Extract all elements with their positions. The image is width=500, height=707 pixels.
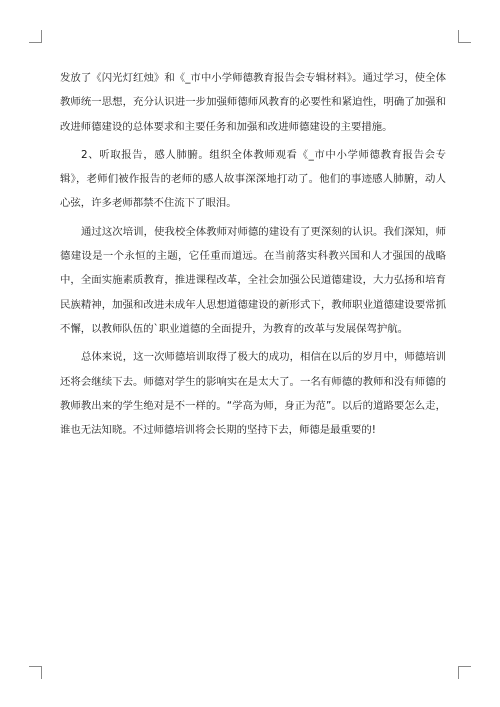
crop-mark-top-left bbox=[29, 30, 42, 43]
crop-mark-top-right bbox=[458, 30, 471, 43]
document-body bbox=[60, 66, 446, 446]
crop-mark-bottom-right bbox=[458, 666, 471, 679]
paragraph-conclusion: 总体来说，这一次师德培训取得了极大的成功，相信在以后的岁月中，师德培训还将会继续下去。师德对学生的影响实在是太大了。一名有师德的教师和没有师德的教师教出来的学生绝对是不一样的。“学高为师，身正为范”。以后的道路要怎么走，谁也无法知晓。不过师德培训将会长期的坚持下去，师德是最重要的! bbox=[60, 351, 446, 437]
crop-mark-bottom-left bbox=[29, 666, 42, 679]
paragraph-training-understanding: 通过这次培训，使我校全体教师对师德的建设有了更深刻的认识。我们深知，师德建设是一个永恒的主题，它任重而道远。在当前落实科教兴国和人才强国的战略中，全面实施素质教育，推进课程改革，全社会加强公民道德建设，大力弘扬和培育民族精神，加强和改进未成年人思想道德建设的新形式下，教师职业道德建设要常抓不懈，以教师队伍的`职业道德的全面提升，为教育的改革与发展保驾护航。 bbox=[60, 225, 446, 335]
paragraph-continuation: 发放了《闪光灯红烛》和《_市中小学师德教育报告会专辑材料》。通过学习，使全体教师统一思想，充分认识进一步加强师德师风教育的必要性和紧迫性，明确了加强和改进师德建设的总体要求和主要任务和加强和改进师德建设的主要措施。 bbox=[60, 72, 446, 133]
paragraph-listen-report: 2、听取报告，感人肺腑。组织全体教师观看《_市中小学师德教育报告会专辑》，老师们被作报告的老师的感人故事深深地打动了。他们的事迹感人肺腑，动人心弦，许多老师都禁不住流下了眼泪。 bbox=[60, 148, 446, 210]
